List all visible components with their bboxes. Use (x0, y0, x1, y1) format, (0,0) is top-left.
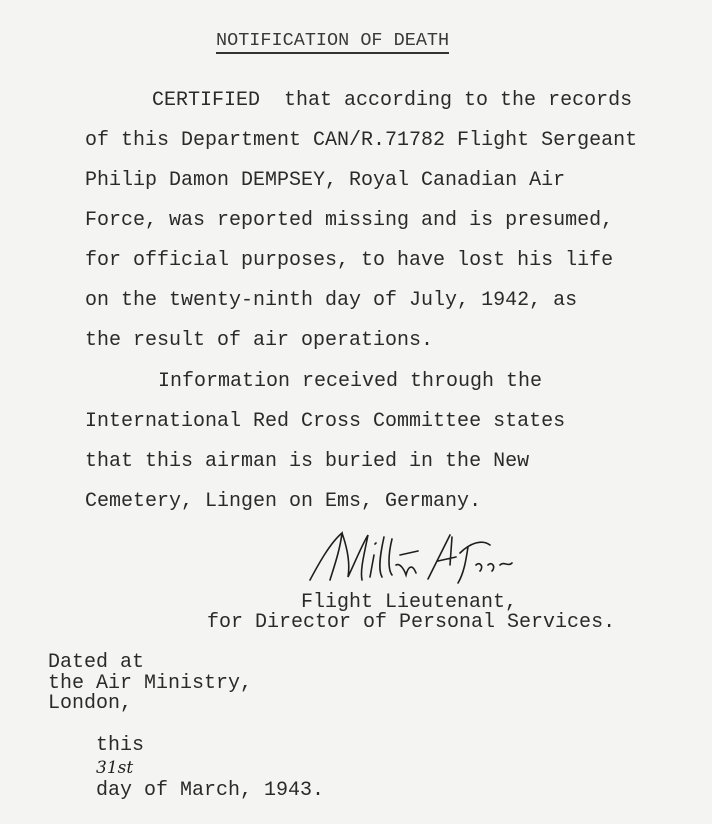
body-line: Philip Damon DEMPSEY, Royal Canadian Air (85, 169, 566, 192)
dated-line (48, 713, 324, 824)
body-line: for official purposes, to have lost his life (85, 249, 614, 272)
handwritten-day: 31st (96, 758, 134, 778)
document-title: NOTIFICATION OF DEATH (216, 31, 449, 54)
body-line: on the twenty-ninth day of July, 1942, as (85, 289, 578, 312)
body-line: that this airman is buried in the New (85, 450, 530, 473)
body-line: Cemetery, Lingen on Ems, Germany. (85, 490, 482, 513)
body-line: CERTIFIED that according to the records (152, 89, 633, 112)
dated-suffix: day of March, 1943. (96, 779, 325, 802)
body-line: Force, was reported missing and is presumed, (85, 209, 614, 232)
dated-prefix: this (96, 734, 145, 757)
dated-line: Dated at (48, 651, 145, 674)
body-line: Information received through the (158, 370, 543, 393)
body-line: International Red Cross Committee states (85, 410, 566, 433)
dated-line: London, (48, 692, 133, 715)
handwritten-signature (300, 525, 520, 585)
dated-line: the Air Ministry, (48, 672, 253, 695)
signatory-rank: Flight Lieutenant, (301, 591, 518, 614)
body-line: of this Department CAN/R.71782 Flight Sergeant (85, 129, 638, 152)
signatory-office: for Director of Personal Services. (207, 611, 616, 634)
body-line: the result of air operations. (85, 329, 434, 352)
